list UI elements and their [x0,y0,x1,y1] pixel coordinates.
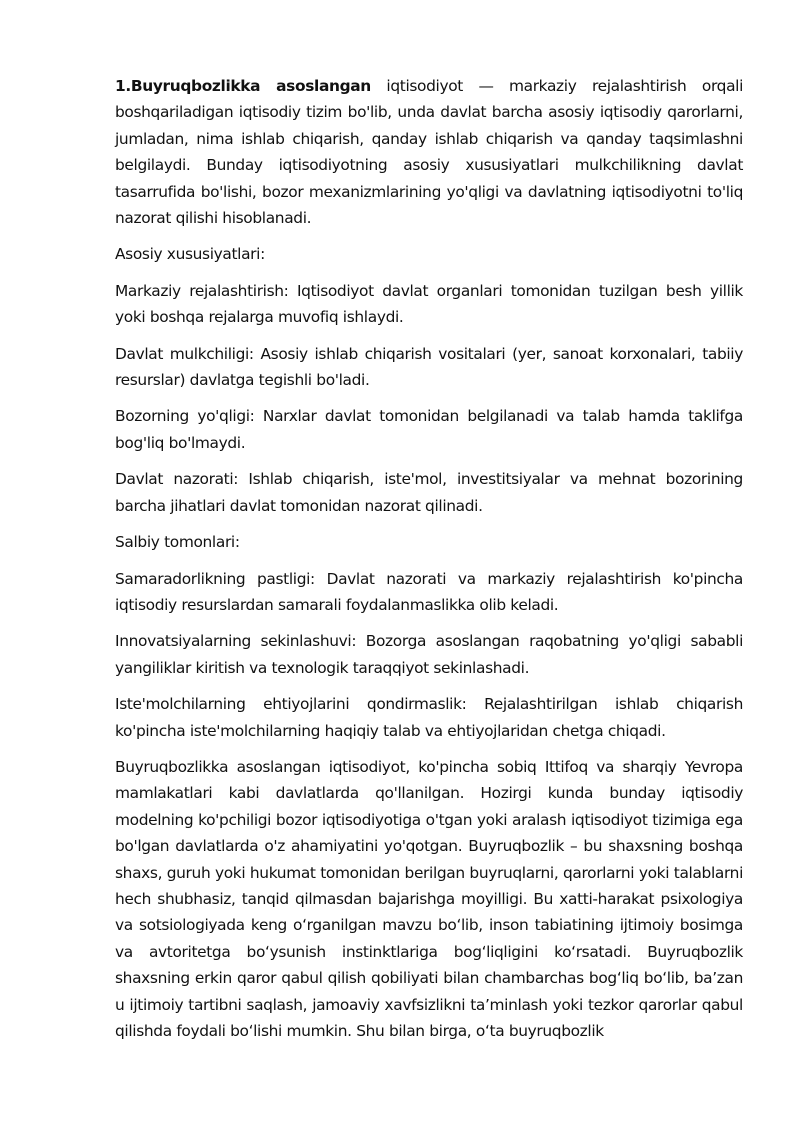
feature-text: Narxlar davlat tomonidan belgilanadi va talab hamda taklifga bog'liq bo'lmaydi. [115,407,743,452]
intro-text: iqtisodiyot — markaziy rejalashtirish orqali boshqariladigan iqtisodiy tizim bo'lib, unda davlat barcha asosiy iqtisodiy qarorlarni, jumladan, nima ishlab chiqarish, qanday ishlab chiqarish va qanday taqsimlashni belgilaydi. Bunday iqtisodiyotning asosiy xususiyatlari mulkchilikning davlat tasarrufida bo'lishi, bozor mexanizmlarining yo'qligi va davlatning iqtisodiyotni to'liq nazorat qilishi hisoblanadi. [115,77,744,228]
negative-term: Samaradorlikning pastligi: [115,569,315,588]
document-page [115,73,743,1054]
negative-item [115,628,743,681]
feature-term: Bozorning yo'qligi: [115,407,255,426]
negative-term: Innovatsiyalarning sekinlashuvi: [115,632,357,651]
negative-text: Davlat nazorati va markaziy rejalashtirish ko'pincha iqtisodiy resurslardan samarali foydalanmaslikka olib keladi. [115,569,743,614]
negative-item [115,566,743,619]
feature-term: Davlat mulkchiligi: [115,344,254,363]
feature-term: Markaziy rejalashtirish: [115,281,289,300]
features-heading: Asosiy xususiyatlari: [115,245,265,264]
feature-term: Davlat nazorati: [115,470,239,489]
negative-text: Rejalashtirilgan ishlab chiqarish ko'pincha iste'molchilarning haqiqiy talab va ehtiyojlaridan chetga chiqadi. [115,695,743,740]
feature-item [115,341,743,394]
feature-text: Ishlab chiqarish, iste'mol, investitsiyalar va mehnat bozorining barcha jihatlari davlat tomonidan nazorat qilinadi. [115,470,743,515]
feature-text: Asosiy ishlab chiqarish vositalari (yer, sanoat korxonalari, tabiiy resurslar) davlatga tegishli bo'ladi. [115,344,743,390]
negative-term: Iste'molchilarning ehtiyojlarini qondirmaslik: [115,695,467,714]
negative-text: Bozorga asoslangan raqobatning yo'qligi sababli yangiliklar kiritish va texnologik taraqqiyot sekinlashadi. [115,632,743,677]
negative-item [115,691,743,744]
intro-paragraph [115,73,743,231]
feature-text: Iqtisodiyot davlat organlari tomonidan tuzilgan besh yillik yoki boshqa rejalarga muvofiq ishlaydi. [115,281,743,327]
feature-item [115,278,743,331]
feature-item [115,466,743,519]
negatives-heading: Salbiy tomonlari: [115,533,240,552]
feature-item [115,403,743,456]
closing-paragraph: Buyruqbozlikka asoslangan iqtisodiyot, ko'pincha sobiq Ittifoq va sharqiy Yevropa mamlakatlari kabi davlatlarda qo'llanilgan. Hozirgi kunda bunday iqtisodiy modelning ko'pchiligi bozor iqtisodiyotiga o'tgan yoki aralash iqtisodiyot tizimiga ega bo'lgan davlatlarda o'z ahamiyatini yo'qotgan. Buyruqbozlik – bu shaxsning boshqa shaxs, guruh yoki hukumat tomonidan berilgan buyruqlarni, qarorlarni yoki talablarni hech shubhasiz, tanqid qilmasdan bajarishga moyilligi. Bu xatti-harakat psixologiya va sotsiologiyada keng oʻrganilgan mavzu boʻlib, inson tabiatining ijtimoiy bosimga va avtoritetga boʻysunish instinktlariga bogʻliqligini koʻrsatadi. Buyruqbozlik shaxsning erkin qaror qabul qilish qobiliyati bilan chambarchas bogʻliq boʻlib, baʼzan u ijtimoiy tartibni saqlash, jamoaviy xavfsizlikni taʼminlash yoki tezkor qarorlar qabul qilishda foydali boʻlishi mumkin. Shu bilan birga, oʻta buyruqbozlik [115,757,743,1040]
intro-heading: 1.Buyruqbozlikka asoslangan [115,77,371,95]
